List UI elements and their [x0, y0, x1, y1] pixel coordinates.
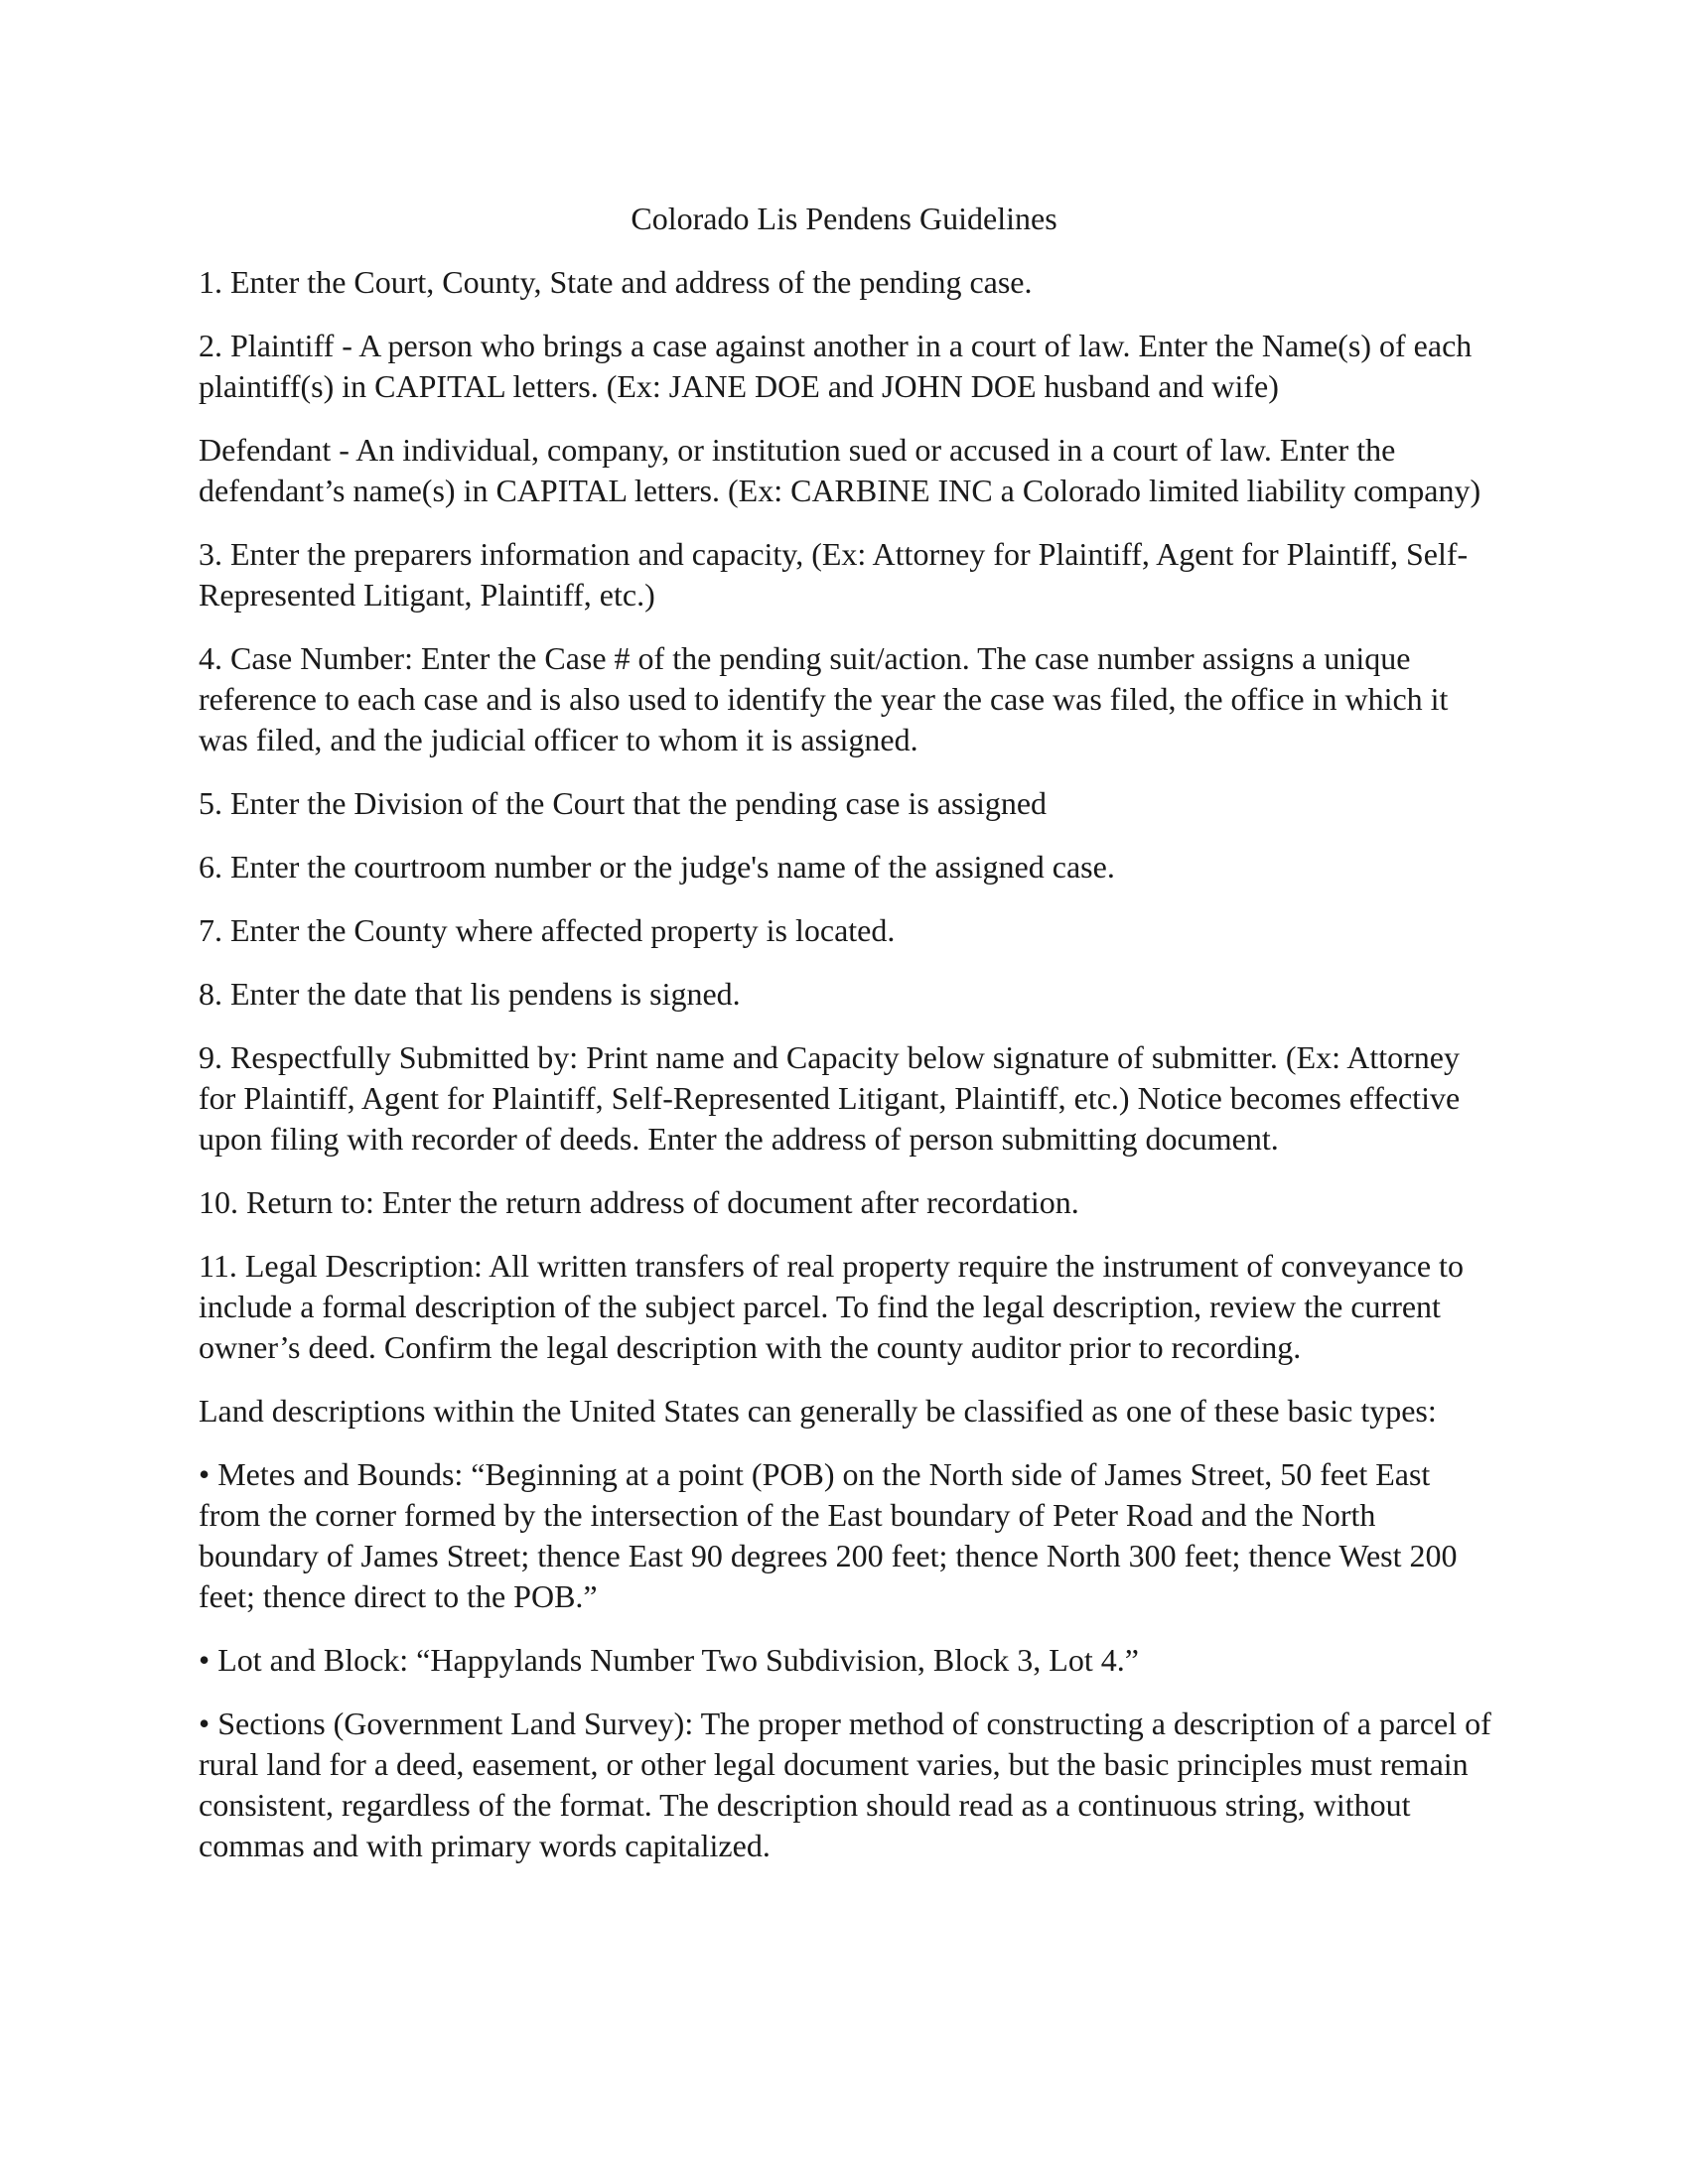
paragraph-sections: • Sections (Government Land Survey): The proper method of constructing a description of a parcel of rural land for a deed, easement, or other legal document varies, but the basic principles must remain consistent, regardless of the format. The description should read as a continuous string, without commas and with primary words capitalized. [199, 1706, 1491, 1863]
paragraph-preparer: 3. Enter the preparers information and capacity, (Ex: Attorney for Plaintiff, Agent for Plaintiff, Self-Represented Litigant, Plaintiff, etc.) [199, 536, 1469, 613]
paragraph-date: 8. Enter the date that lis pendens is signed. [199, 976, 741, 1012]
document-body [199, 262, 1494, 1889]
paragraph-land-descriptions: Land descriptions within the United States can generally be classified as one of these basic types: [199, 1393, 1437, 1429]
paragraph-division: 5. Enter the Division of the Court that the pending case is assigned [199, 785, 1048, 821]
paragraph-plaintiff: 2. Plaintiff - A person who brings a case against another in a court of law. Enter the Name(s) of each plaintiff(s) in CAPITAL letters. (Ex: JANE DOE and JOHN DOE husband and wife) [199, 328, 1473, 404]
paragraph-return-to: 10. Return to: Enter the return address of document after recordation. [199, 1184, 1079, 1220]
paragraph-court: 1. Enter the Court, County, State and address of the pending case. [199, 264, 1033, 300]
paragraph-metes-and-bounds: • Metes and Bounds: “Beginning at a point (POB) on the North side of James Street, 50 feet East from the corner formed by the intersection of the East boundary of Peter Road and the North boundary of James Street; thence East 90 degrees 200 feet; thence North 300 feet; thence West 200 feet; thence direct to the POB.” [199, 1456, 1458, 1614]
paragraph-lot-and-block: • Lot and Block: “Happylands Number Two Subdivision, Block 3, Lot 4.” [199, 1642, 1139, 1678]
paragraph-legal-description: 11. Legal Description: All written transfers of real property require the instrument of conveyance to include a formal description of the subject parcel. To find the legal description, review the current owner’s deed. Confirm the legal description with the county auditor prior to recording. [199, 1248, 1464, 1365]
paragraph-case-number: 4. Case Number: Enter the Case # of the pending suit/action. The case number assigns a unique reference to each case and is also used to identify the year the case was filed, the office in which it was filed, and the judicial officer to whom it is assigned. [199, 640, 1449, 757]
document-title: Colorado Lis Pendens Guidelines [631, 201, 1057, 236]
paragraph-courtroom: 6. Enter the courtroom number or the judge's name of the assigned case. [199, 849, 1115, 885]
paragraph-county: 7. Enter the County where affected property is located. [199, 912, 896, 948]
paragraph-defendant: Defendant - An individual, company, or institution sued or accused in a court of law. Enter the defendant’s name(s) in CAPITAL letters. (Ex: CARBINE INC a Colorado limited liability company) [199, 432, 1481, 508]
paragraph-submitted-by: 9. Respectfully Submitted by: Print name and Capacity below signature of submitter. (Ex: Attorney for Plaintiff, Agent for Plaintiff, Self-Represented Litigant, Plaintiff, etc.) Notice becomes effective upon filing with recorder of deeds. Enter the address of person submitting document. [199, 1039, 1461, 1157]
